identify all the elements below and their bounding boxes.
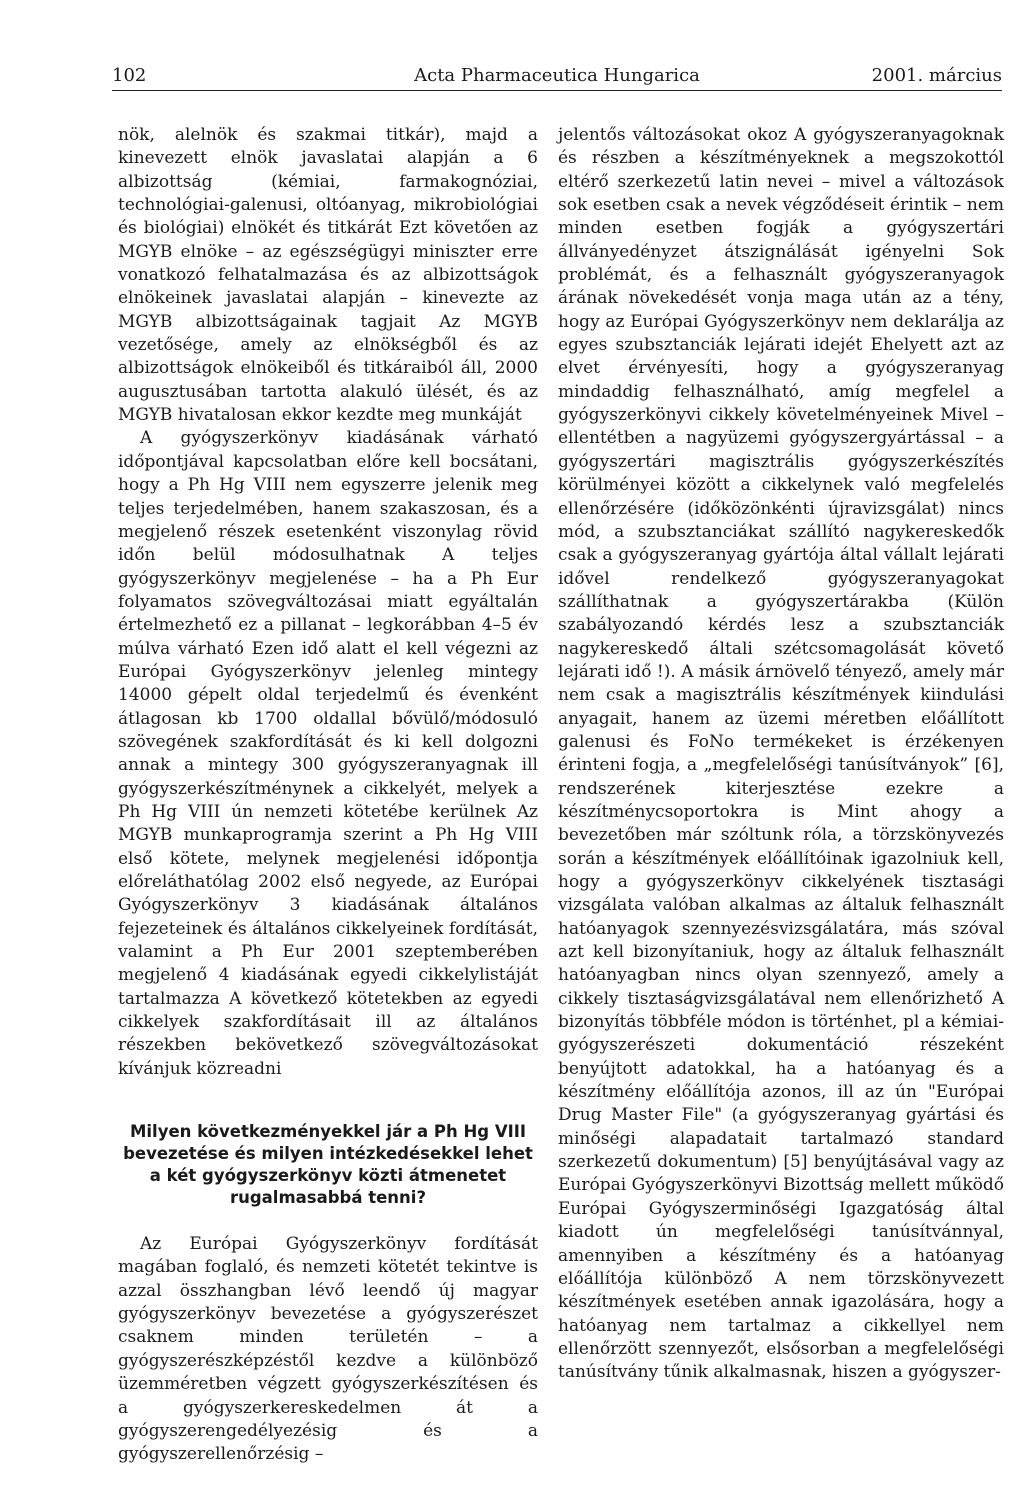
left-column — [118, 124, 538, 1467]
right-column — [558, 124, 1004, 1385]
issue-date: 2001. március — [871, 65, 1002, 86]
paragraph-continued: nök, alelnök és szakmai titkár), majd a kinevezett elnök javaslatai alapján a 6 albizottság (kémiai, farmakognóziai, technológiai-galenusi, oltóanyag, mikrobiológiai és biológiai) elnökét és titkárát Ezt követően az MGYB elnöke – az egészségügyi miniszter erre vonatkozó felhatalmazása és az albizottságok elnökeinek javaslatai alapján – kinevezte az MGYB albizottságainak tagjait Az MGYB vezetősége, amely az elnökségből és az albizottságok elnökeiből és titkáraiból áll, 2000 augusztusában tartotta alakuló ülését, és az MGYB hivatalosan ekkor kezdte meg munkáját — [118, 125, 538, 426]
page-number: 102 — [112, 65, 147, 86]
paragraph-publication-schedule: A gyógyszerkönyv kiadásának várható időpontjával kapcsolatban előre kell bocsátani, hogy a Ph Hg VIII nem egyszerre jelenik meg teljes terjedelmében, hanem szakaszosan, és a megjelenő részek esetenként viszonylag rövid időn belül módosulhatnak A teljes gyógyszerkönyv megjelenése – ha a Ph Eur folyamatos szövegváltozásai miatt egyáltalán értelmezhető ez a pillanat – legkorábban 4–5 év múlva várható Ezen idő alatt el kell végezni az Európai Gyógyszerkönyv jelenleg mintegy 14000 gépelt oldal terjedelmű és évenként átlagosan kb 1700 oldallal bővülő/módosuló szövegének szakfordítását és ki kell dolgozni annak a mintegy 300 gyógyszeranyagnak ill gyógyszerkészítménynek a cikkelyét, melyek a Ph Hg VIII ún nemzeti kötetébe kerülnek Az MGYB munkaprogramja szerint a Ph Hg VIII első kötete, melynek megjelenési időpontja előreláthatólag 2002 első negyede, az Európai Gyógyszerkönyv 3 kiadásának általános fejezeteinek és általános cikkelyeinek fordítását, valamint a Ph Eur 2001 szeptemberében megjelenő 4 kiadásának egyedi cikkelylistáját tartalmazza A következő kötetekben az egyedi cikkelyek szakfordításait ill az általános részekben bekövetkező szövegváltozásokat kívánjuk közreadni — [118, 428, 538, 1079]
paragraph-consequences: jelentős változásokat okoz A gyógyszeranyagoknak és részben a készítményeknek a megszokottól eltérő szerkezetű latin nevei – mivel a változások sok esetben csak a nevek végződéseit érintik – nem minden esetben fogják a gyógyszertári állványedényzet átszignálását igényelni Sok problémát, és a felhasznált gyógyszeranyagok árának növekedését vonja maga után az a tény, hogy az Európai Gyógyszerkönyv nem deklarálja az egyes szubsztanciák lejárati idejét Ehelyett azt az elvet érvényesíti, hogy a gyógyszeranyag mindaddig felhasználható, amíg megfelel a gyógyszerkönyvi cikkely követelményeinek Mivel – ellentétben a nagyüzemi gyógyszergyártással – a gyógyszertári magisztrális gyógyszerkészítés körülményei között a cikkelynek való megfelelés ellenőrzésére (időközönkénti újravizsgálat) nincs mód, a szubsztanciákat szállító nagykereskedők csak a gyógyszeranyag gyártója által vállalt lejárati idővel rendelkező gyógyszeranyagokat szállíthatnak a gyógyszertárakba (Külön szabályozandó kérdés lesz a szubsztanciák nagykereskedő általi szétcsomagolását követő lejárati idő !). A másik árnövelő tényező, amely már nem csak a magisztrális készítmények kiindulási anyagait, hanem az üzemi méretben előállított galenusi és FoNo termékeket is érzékenyen érinteni fogja, a „megfelelőségi tanúsítványok” [6], rendszerének kiterjesztése ezekre a készítménycsoportokra is Mint ahogy a bevezetőben már szóltunk róla, a törzskönyvezés során a készítmények előállítóinak igazolniuk kell, hogy a gyógyszerkönyv cikkelyének tisztasági vizsgálata valóban alkalmas az általuk felhasznált hatóanyagok szennyezésvizsgálatára, más szóval azt kell bizonyítaniuk, hogy az általuk felhasznált hatóanyagban nincs olyan szennyező, amely a cikkely tisztaságvizsgálatával nem ellenőrizhető A bizonyítás többféle módon is történhet, pl a kémiai-gyógyszerészeti dokumentáció részeként benyújtott adatokkal, ha a hatóanyag és a készítmény előállítója azonos, ill az ún "Európai Drug Master File" (a gyógyszeranyag gyártási és minőségi alapadatait tartalmazó standard szerkezetű dokumentum) [5] benyújtásával vagy az Európai Gyógyszerkönyvi Bizottság mellett működő Európai Gyógyszerminőségi Igazgatóság által kiadott ún megfelelőségi tanúsítvánnyal, amennyiben a készítmény és a hatóanyag előállítója különböző A nem törzskönyvezett készítmények esetében annak igazolására, hogy a hatóanyag nem tartalmaz a cikkellyel nem ellenőrzött szennyezőt, elsősorban a megfelelőségi tanúsítvány tűnik alkalmasnak, hiszen a gyógyszer- — [558, 125, 1004, 1383]
journal-title: Acta Pharmaceutica Hungarica — [414, 65, 700, 86]
running-header — [112, 64, 1002, 91]
paragraph-section-intro: Az Európai Gyógyszerkönyv fordítását magában foglaló, és nemzeti kötetét tekintve is azzal összhangban lévő leendő új magyar gyógyszerkönyv bevezetése a gyógyszerészet csaknem minden területén – a gyógyszerészképzéstől kezdve a különböző üzemméretben végzett gyógyszerkészítésen és a gyógyszerkereskedelmen át a gyógyszerengedélyezésig és a gyógyszerellenőrzésig – — [118, 1234, 538, 1465]
section-heading: Milyen következményekkel jár a Ph Hg VIII bevezetése és milyen intézkedésekkel lehet a két gyógyszerkönyv közti átmenetet rugalmasabbá tenni? — [123, 1122, 533, 1208]
